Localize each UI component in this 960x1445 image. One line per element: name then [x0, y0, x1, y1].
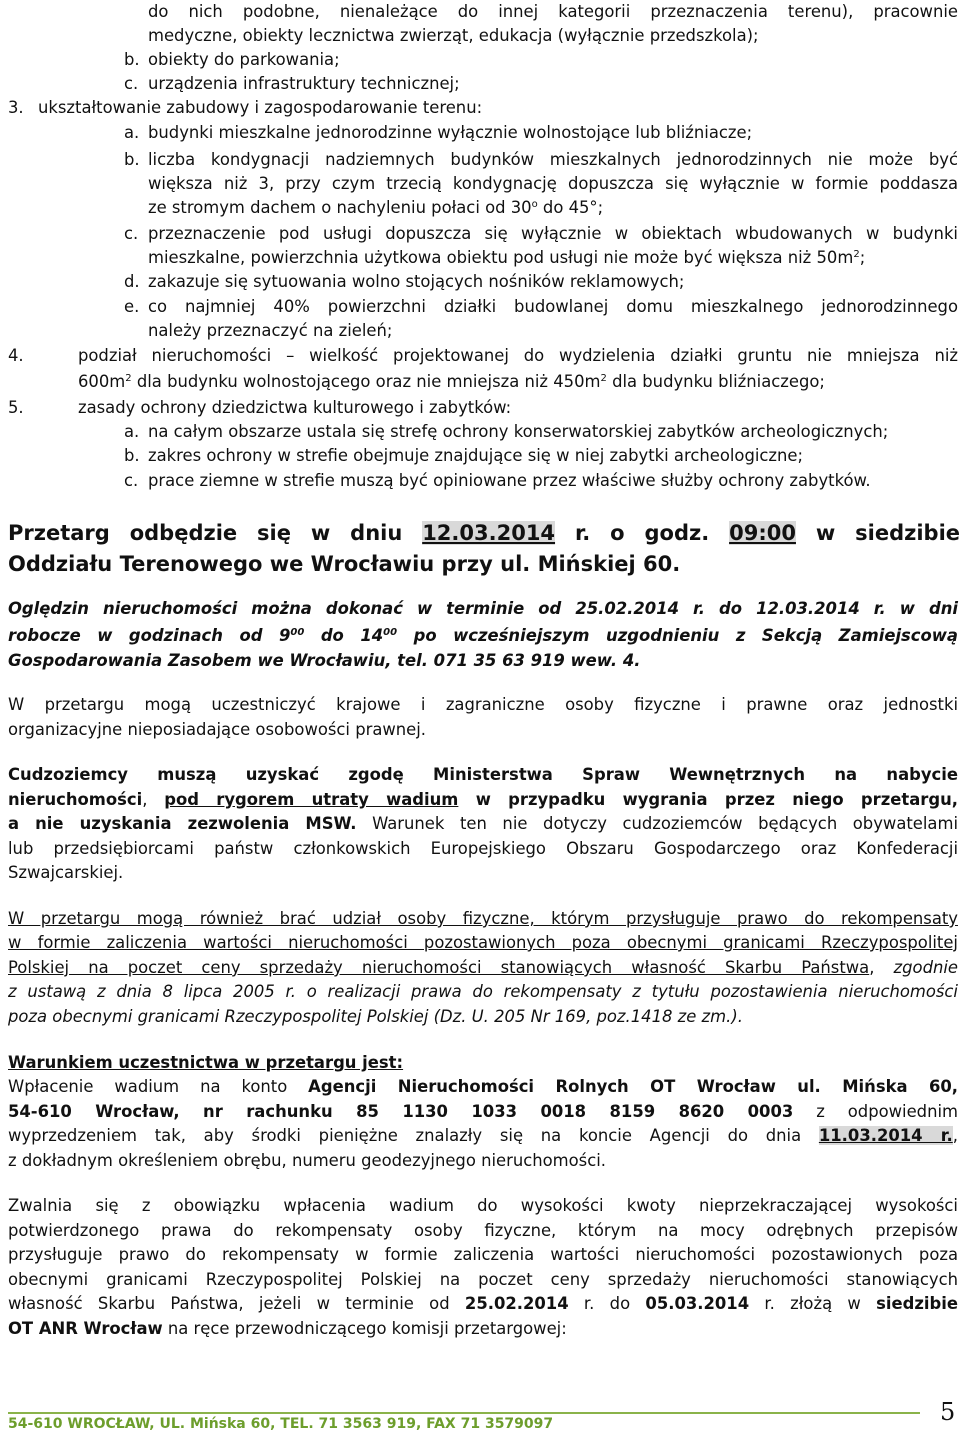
- list-line: medyczne, obiekty lecznictwa zwierząt, edukacja (wyłącznie przedszkola);: [148, 26, 759, 45]
- list-text: na całym obszarze ustala się strefę ochrony konserwatorskiej zabytków archeologicznych;: [148, 422, 889, 441]
- list-item: [0, 396, 960, 420]
- list-item: [0, 96, 960, 120]
- paragraph-line: Wpłacenie wadium na konto Agencji Nieruchomości Rolnych OT Wrocław ul. Mińska 60,: [8, 1077, 959, 1096]
- list-item: [0, 420, 960, 444]
- list-text: budynki mieszkalne jednorodzinne wyłącznie wolnostojące lub bliźniacze;: [148, 123, 753, 142]
- list-line: należy przeznaczyć na zieleń;: [148, 321, 393, 340]
- list-marker: b.: [124, 150, 140, 169]
- list-text: urządzenia infrastruktury technicznej;: [148, 74, 460, 93]
- inspection-line: robocze w godzinach od $9^{00}$ do $14^{00}$ po wcześniejszym uzgodnieniu z Sekcją Zamiejscową: [8, 626, 958, 645]
- list-text: zakres ochrony w strefie obejmuje znajdujące się w niej zabytki archeologiczne;: [148, 446, 804, 465]
- list-marker: c.: [124, 74, 139, 93]
- list-line: przeznaczenie pod usługi dopuszcza się wyłącznie w obiektach wbudowanych w budynki: [148, 224, 958, 243]
- paragraph-line: Polskiej na poczet ceny sprzedaży nieruchomości stanowiących własność Skarbu Państwa, zgodnie: [8, 958, 959, 977]
- auction-line: Przetarg odbędzie się w dniu 12.03.2014 r. o godz. 09:00 w siedzibie: [8, 521, 960, 545]
- paragraph-line: potwierdzonego prawa do rekompensaty osoby fizyczne, którym na mocy odrębnych przepisów: [8, 1221, 958, 1240]
- list-marker: a.: [124, 422, 140, 441]
- paragraph-line: poza obecnymi granicami Rzeczypospolitej Polskiej (Dz. U. 205 Nr 169, poz.1418 ze zm.).: [8, 1007, 743, 1026]
- list-marker: e.: [124, 297, 140, 316]
- list-text: obiekty do parkowania;: [148, 50, 340, 69]
- list-item: [0, 270, 960, 294]
- list-marker: a.: [124, 123, 140, 142]
- auction-location: Oddziału Terenowego we Wrocławiu przy ul. Mińskiej 60.: [8, 552, 681, 576]
- inspection-line: Oględzin nieruchomości można dokonać w terminie od 25.02.2014 r. do 12.03.2014 r. w dni: [8, 599, 958, 618]
- paragraph-line: Cudzoziemcy muszą uzyskać zgodę Ministerstwa Spraw Wewnętrznych na nabycie: [8, 765, 958, 784]
- list-item: [0, 121, 960, 145]
- paragraph-line: przysługuje prawo do rekompensaty w formie zaliczenia wartości nieruchomości pozostawionych poza: [8, 1245, 958, 1264]
- paragraph-line: Zwalnia się z obowiązku wpłacenia wadium do wysokości kwoty nieprzekraczającej wysokości: [8, 1196, 958, 1215]
- auction-date: 12.03.2014: [422, 521, 556, 545]
- paragraph-line: Szwajcarskiej.: [8, 863, 124, 882]
- paragraph-line: z dokładnym określeniem obrębu, numeru geodezyjnego nieruchomości.: [8, 1151, 606, 1170]
- list-text: prace ziemne w strefie muszą być opiniowane przez właściwe służby ochrony zabytków.: [148, 471, 871, 490]
- paragraph-line: organizacyjne nieposiadające osobowości prawnej.: [8, 720, 427, 739]
- page-number: 5: [940, 1398, 956, 1426]
- list-text: ukształtowanie zabudowy i zagospodarowanie terenu:: [38, 98, 483, 117]
- list-item: [0, 48, 960, 72]
- list-marker: b.: [124, 446, 140, 465]
- list-marker: b.: [124, 50, 140, 69]
- list-marker: c.: [124, 471, 139, 490]
- paragraph-line: lub przedsiębiorcami państw członkowskich Europejskiego Obszaru Gospodarczego oraz Konfederacji: [8, 839, 958, 858]
- paragraph-line: W przetargu mogą również brać udział osoby fizyczne, którym przysługuje prawo do rekompensaty: [8, 909, 958, 928]
- list-line: do nich podobne, nienależące do innej kategorii przeznaczenia terenu), pracownie: [148, 2, 958, 21]
- paragraph-line: W przetargu mogą uczestniczyć krajowe i zagraniczne osoby fizyczne i prawne oraz jednostki: [8, 695, 958, 714]
- list-line: liczba kondygnacji nadziemnych budynków mieszkalnych jednorodzinnych nie może być: [148, 150, 958, 169]
- list-line: co najmniej 40% powierzchni działki budowlanej domu mieszkalnego jednorodzinnego: [148, 297, 958, 316]
- paragraph-line: nieruchomości, pod rygorem utraty wadium w przypadku wygrania przez niego przetargu,: [8, 790, 958, 809]
- deposit-deadline: 11.03.2014 r.: [818, 1126, 953, 1145]
- paragraph-line: wyprzedzeniem tak, aby środki pieniężne znalazły się na koncie Agencji do dnia 11.03.2014 r.,: [8, 1126, 958, 1145]
- paragraph-line: OT ANR Wrocław na ręce przewodniczącego komisji przetargowej:: [8, 1319, 567, 1338]
- list-item: [0, 72, 960, 96]
- paragraph-line: w formie zaliczenia wartości nieruchomości pozostawionych poza obecnymi granicami Rzeczypospolitej: [8, 933, 958, 952]
- list-marker: d.: [124, 272, 140, 291]
- list-item: [0, 444, 960, 468]
- list-line: większa niż 3, przy czym trzecią kondygnację dopuszcza się wyłącznie w formie poddasza: [148, 174, 958, 193]
- auction-time: 09:00: [729, 521, 796, 545]
- footer-address: 54-610 WROCŁAW, UL. Mińska 60, TEL. 71 3563 919, FAX 71 3579097: [8, 1416, 554, 1432]
- list-line: ze stromym dachem o nachyleniu połaci od 30$^o$ do 45°;: [148, 198, 604, 217]
- conditions-heading: Warunkiem uczestnictwa w przetargu jest:: [8, 1053, 404, 1072]
- list-marker: 4.: [8, 346, 24, 365]
- paragraph-line: własność Skarbu Państwa, jeżeli w terminie od 25.02.2014 r. do 05.03.2014 r. złożą w siedzibie: [8, 1294, 958, 1313]
- paragraph-line: 54-610 Wrocław, nr rachunku 85 1130 1033 0018 8159 8620 0003 z odpowiednim: [8, 1102, 958, 1121]
- list-line: podział nieruchomości – wielkość projektowanej do wydzielenia działki gruntu nie mniejsza niż: [78, 346, 958, 365]
- paragraph-line: obecnymi granicami Rzeczypospolitej Polskiej na poczet ceny sprzedaży nieruchomości stanowiących: [8, 1270, 958, 1289]
- paragraph-line: a nie uzyskania zezwolenia MSW. Warunek ten nie dotyczy cudzoziemców będących obywatelami: [8, 814, 958, 833]
- inspection-line: Gospodarowania Zasobem we Wrocławiu, tel. 071 35 63 919 wew. 4.: [8, 651, 641, 670]
- footer-rule: [8, 1412, 920, 1414]
- list-item: [0, 469, 960, 493]
- list-marker: 5.: [8, 398, 24, 417]
- list-line: mieszkalne, powierzchnia użytkowa obiektu pod usługi nie może być większa niż $50m^2$;: [148, 248, 866, 267]
- list-marker: 3.: [8, 98, 24, 117]
- list-text: zakazuje się sytuowania wolno stojących nośników reklamowych;: [148, 272, 685, 291]
- paragraph-line: z ustawą z dnia 8 lipca 2005 r. o realizacji prawa do rekompensaty z tytułu pozostawienia nieruchomości: [8, 982, 958, 1001]
- list-line: $600m^2$ dla budynku wolnostojącego oraz nie mniejsza niż $450m^2$ dla budynku bliźniaczego;: [78, 372, 825, 391]
- list-text: zasady ochrony dziedzictwa kulturowego i zabytków:: [78, 398, 512, 417]
- list-marker: c.: [124, 224, 139, 243]
